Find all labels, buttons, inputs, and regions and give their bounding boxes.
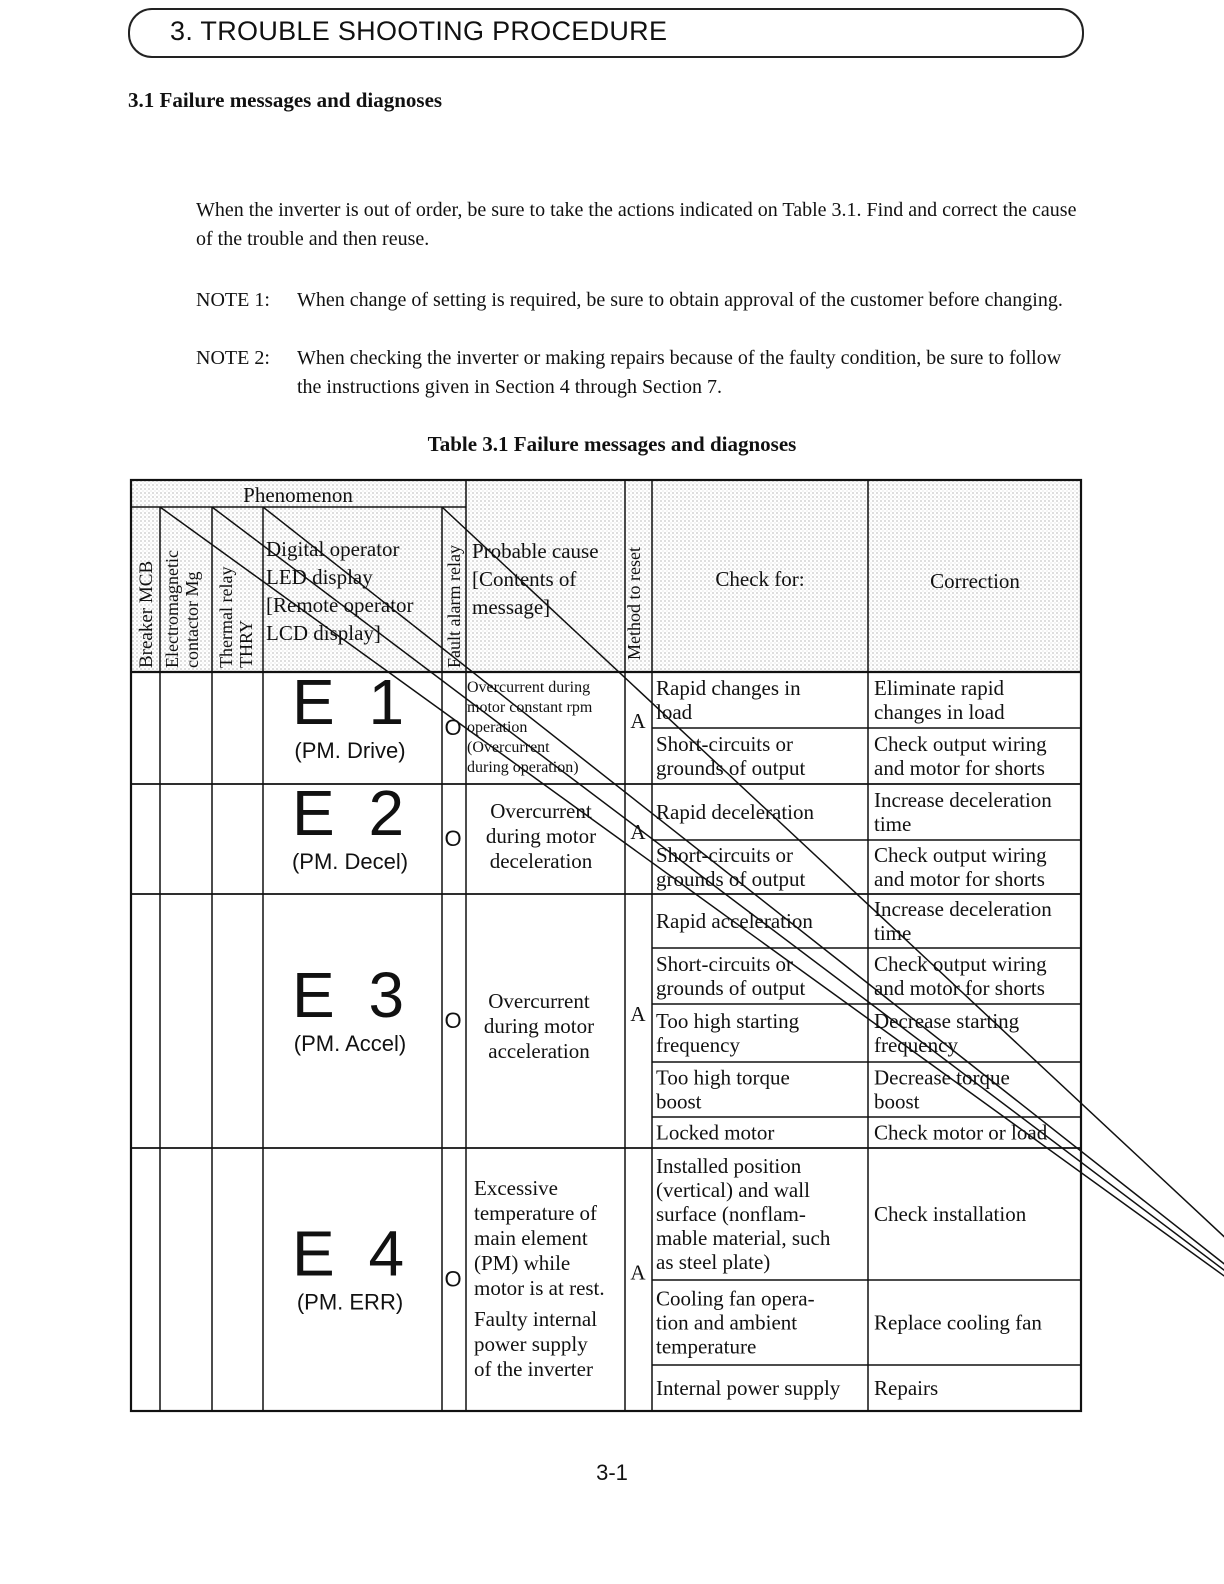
cause-header: Probable cause [Contents of message] — [472, 539, 599, 619]
check-header: Check for: — [715, 567, 805, 591]
correction-item: Check output wiring and motor for shorts — [874, 732, 1047, 780]
thermal-header-1: Thermal relay — [216, 566, 236, 668]
contactor-header-2: contactor Mg — [182, 571, 202, 668]
display-header: Digital operator LED display [Remote operator LCD display] — [266, 537, 414, 645]
fault-mark-2: O — [444, 826, 462, 851]
correction-item: Check installation — [874, 1202, 1027, 1226]
led-code-3: E 3 — [291, 959, 413, 1031]
check-item: Too high torque boost — [656, 1065, 790, 1114]
reset-method-4: A — [630, 1260, 646, 1285]
fault-mark-1: O — [444, 715, 462, 740]
led-code-2: E 2 — [291, 777, 413, 849]
check-item: Too high starting frequency — [656, 1009, 800, 1057]
cause-text-4-b: Faulty internal power supply of the inverter — [474, 1307, 598, 1381]
section-heading: 3.1 Failure messages and diagnoses — [128, 88, 443, 112]
reset-method-2: A — [630, 820, 646, 844]
note-2-text: When checking the inverter or making repairs because of the faulty condition, be sure to follow the instructions given in Section 4 through Section 7. — [297, 347, 1062, 398]
reset-method-1: A — [630, 709, 646, 733]
cause-text-1: Overcurrent during motor constant rpm operation (Overcurrent during operation) — [467, 679, 593, 776]
led-label-4: (PM. ERR) — [296, 1289, 404, 1315]
check-item: Rapid acceleration — [656, 909, 813, 933]
correction-header: Correction — [930, 569, 1020, 593]
note-2-tag: NOTE 2: — [196, 347, 270, 369]
led-label-2: (PM. Decel) — [291, 849, 409, 874]
correction-item: Repairs — [874, 1376, 939, 1400]
intro-paragraph: When the inverter is out of order, be sure to take the actions indicated on Table 3.1. Find and correct the cause of the trouble and then reuse. — [196, 199, 1077, 250]
correction-item: Increase deceleration time — [874, 788, 1052, 836]
led-code-1: E 1 — [291, 666, 413, 738]
check-item: Short-circuits or grounds of output — [656, 843, 806, 891]
cause-text-4: Excessive temperature of main element (PM) while motor is at rest. — [474, 1176, 605, 1300]
correction-item: Increase deceleration time — [874, 897, 1052, 945]
fault-relay-header: Fault alarm relay — [444, 545, 464, 668]
correction-item: Decrease starting frequency — [874, 1009, 1020, 1057]
check-item: Cooling fan opera-tion and ambient temperature — [656, 1286, 815, 1359]
fault-mark-3: O — [444, 1008, 462, 1033]
correction-item: Check output wiring and motor for shorts — [874, 843, 1047, 891]
thermal-header-2: THRY — [236, 619, 256, 668]
table-caption: Table 3.1 Failure messages and diagnoses — [427, 432, 797, 456]
cause-text-2: Overcurrent during motor deceleration — [485, 799, 597, 873]
breaker-header: Breaker MCB — [136, 560, 157, 668]
phenomenon-header: Phenomenon — [243, 483, 353, 507]
fault-mark-4: O — [444, 1266, 462, 1292]
check-item: Short-circuits or grounds of output — [656, 952, 806, 1000]
check-item: Internal power supply — [656, 1376, 841, 1400]
led-label-1: (PM. Drive) — [294, 738, 406, 763]
correction-item: Decrease torque boost — [874, 1065, 1010, 1114]
cause-text-3: Overcurrent during motor acceleration — [483, 989, 595, 1063]
note-1-tag: NOTE 1: — [196, 289, 270, 311]
correction-item: Check motor or load — [874, 1120, 1048, 1145]
check-item: Short-circuits or grounds of output — [656, 732, 806, 780]
page-number: 3-1 — [596, 1460, 628, 1485]
correction-item: Check output wiring and motor for shorts — [874, 952, 1047, 1000]
note-1-text: When change of setting is required, be sure to obtain approval of the customer before changing. — [297, 289, 1063, 311]
correction-item: Eliminate rapid changes in load — [874, 676, 1005, 724]
reset-method-3: A — [630, 1002, 646, 1026]
check-item: Rapid deceleration — [656, 800, 815, 824]
contactor-header-1: Electromagnetic — [162, 550, 182, 668]
correction-item: Replace cooling fan — [874, 1310, 1042, 1335]
led-code-4: E 4 — [291, 1217, 413, 1290]
led-label-3: (PM. Accel) — [293, 1031, 407, 1056]
check-item: Rapid changes in load — [656, 676, 801, 724]
reset-header: Method to reset — [624, 547, 644, 660]
chapter-title: 3. TROUBLE SHOOTING PROCEDURE — [170, 16, 668, 46]
check-item: Locked motor — [656, 1120, 775, 1145]
check-item: Installed position (vertical) and wall surface (nonflam-mable material, such as steel plate) — [656, 1154, 831, 1274]
